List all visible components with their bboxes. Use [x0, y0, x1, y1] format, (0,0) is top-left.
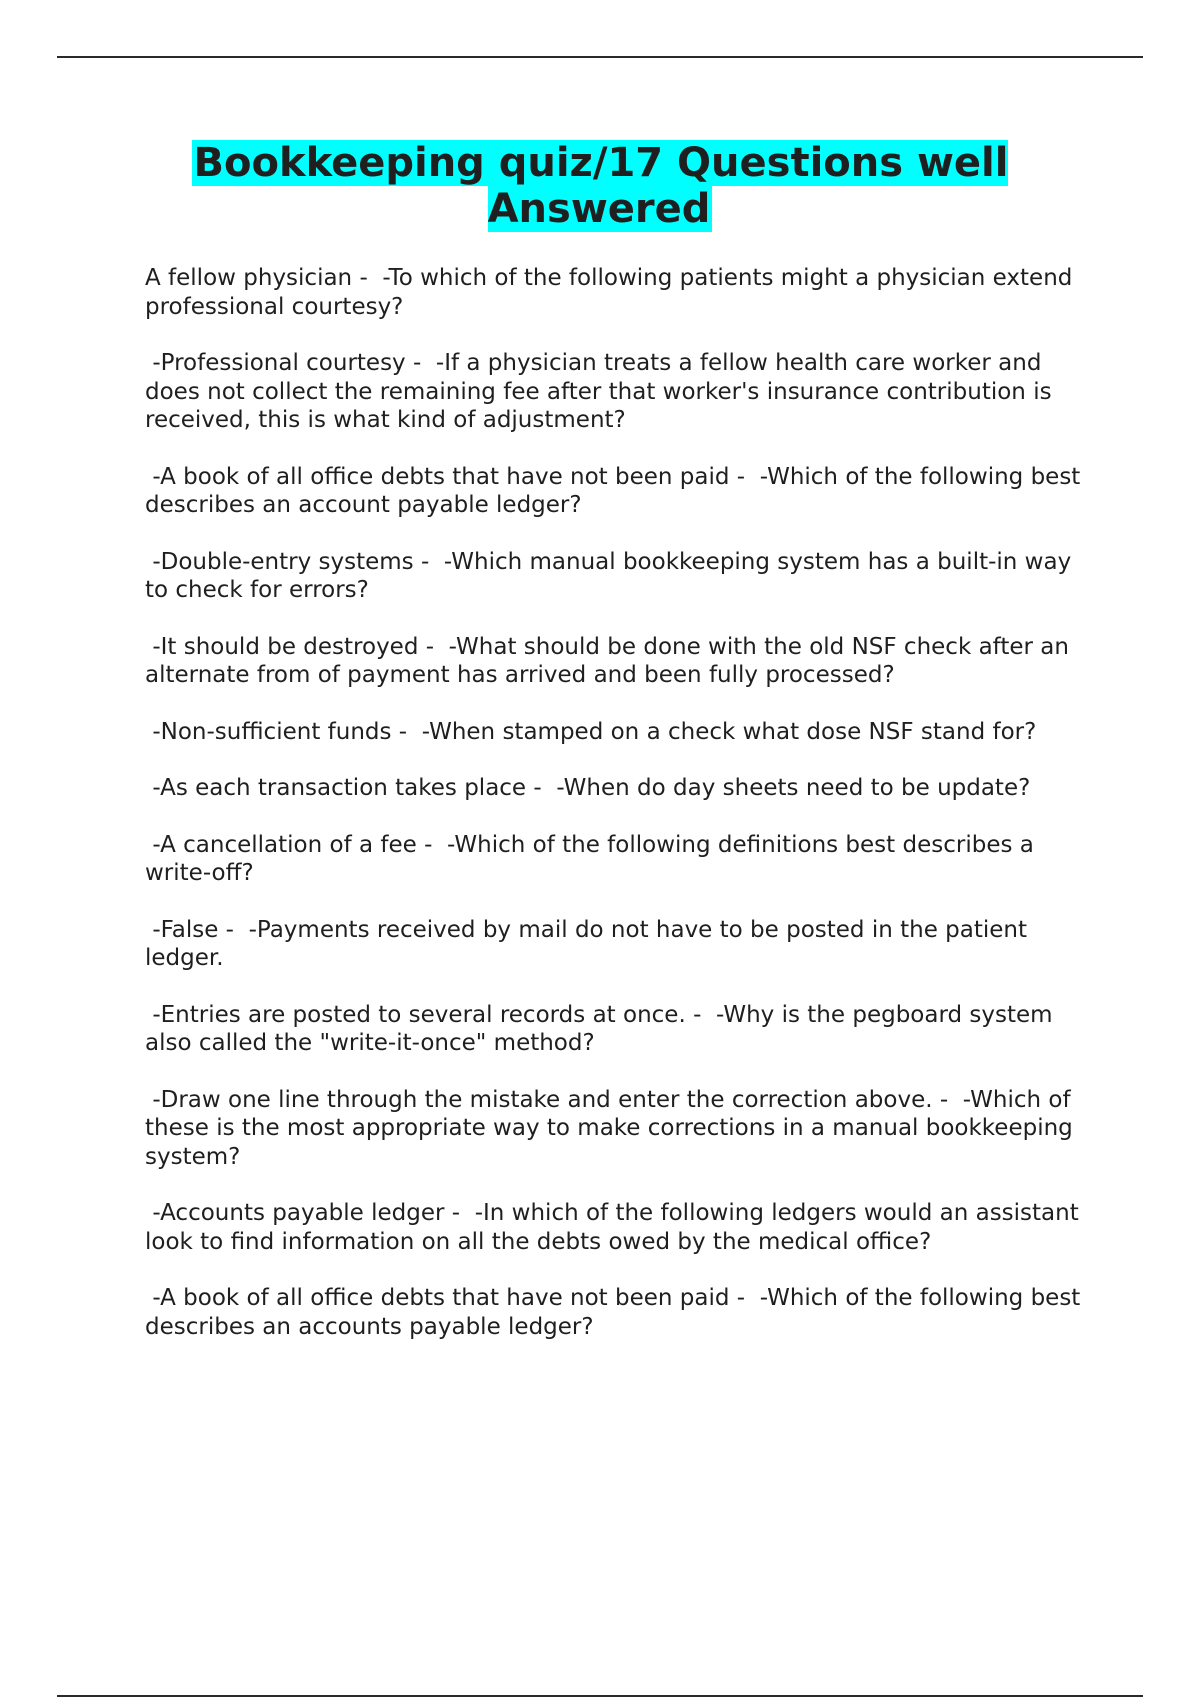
- qa-item: -A book of all office debts that have not been paid - -Which of the following best describes an accounts payable ledger?: [145, 1285, 1088, 1340]
- qa-item: A fellow physician - -To which of the following patients might a physician extend professional courtesy?: [145, 265, 1080, 320]
- qa-item: -It should be destroyed - -What should be done with the old NSF check after an alternate from of payment has arrived and been fully processed?: [145, 633, 1077, 688]
- qa-item: -A cancellation of a fee - -Which of the following definitions best describes a write-off?: [145, 831, 1042, 886]
- qa-item: -Draw one line through the mistake and enter the correction above. - -Which of these is the most appropriate way to make corrections in a manual bookkeeping system?: [145, 1086, 1081, 1170]
- footer-rule: [57, 1695, 1143, 1697]
- title-highlight: Bookkeeping quiz/17 Questions well Answered: [193, 140, 1009, 232]
- qa-item: -Accounts payable ledger - -In which of the following ledgers would an assistant look to find information on all the debts owed by the medical office?: [145, 1200, 1087, 1255]
- qa-item: -Entries are posted to several records at once. - -Why is the pegboard system also called the "write-it-once" method?: [145, 1001, 1060, 1056]
- header-rule: [57, 56, 1143, 58]
- qa-item: -Non-sufficient funds - -When stamped on a check what dose NSF stand for?: [145, 718, 1037, 745]
- document-title: [120, 140, 1080, 232]
- qa-item: -A book of all office debts that have not been paid - -Which of the following best describes an account payable ledger?: [145, 463, 1088, 518]
- qa-item: -As each transaction takes place - -When do day sheets need to be update?: [145, 775, 1031, 801]
- qa-list: [145, 264, 1095, 1369]
- qa-item: -Professional courtesy - -If a physician treats a fellow health care worker and does not collect the remaining fee after that worker's insurance contribution is received, this is what kind of adjustment?: [145, 350, 1059, 433]
- qa-item: -Double-entry systems - -Which manual bookkeeping system has a built-in way to check for errors?: [145, 548, 1079, 603]
- qa-item: -False - -Payments received by mail do not have to be posted in the patient ledger.: [145, 916, 1035, 971]
